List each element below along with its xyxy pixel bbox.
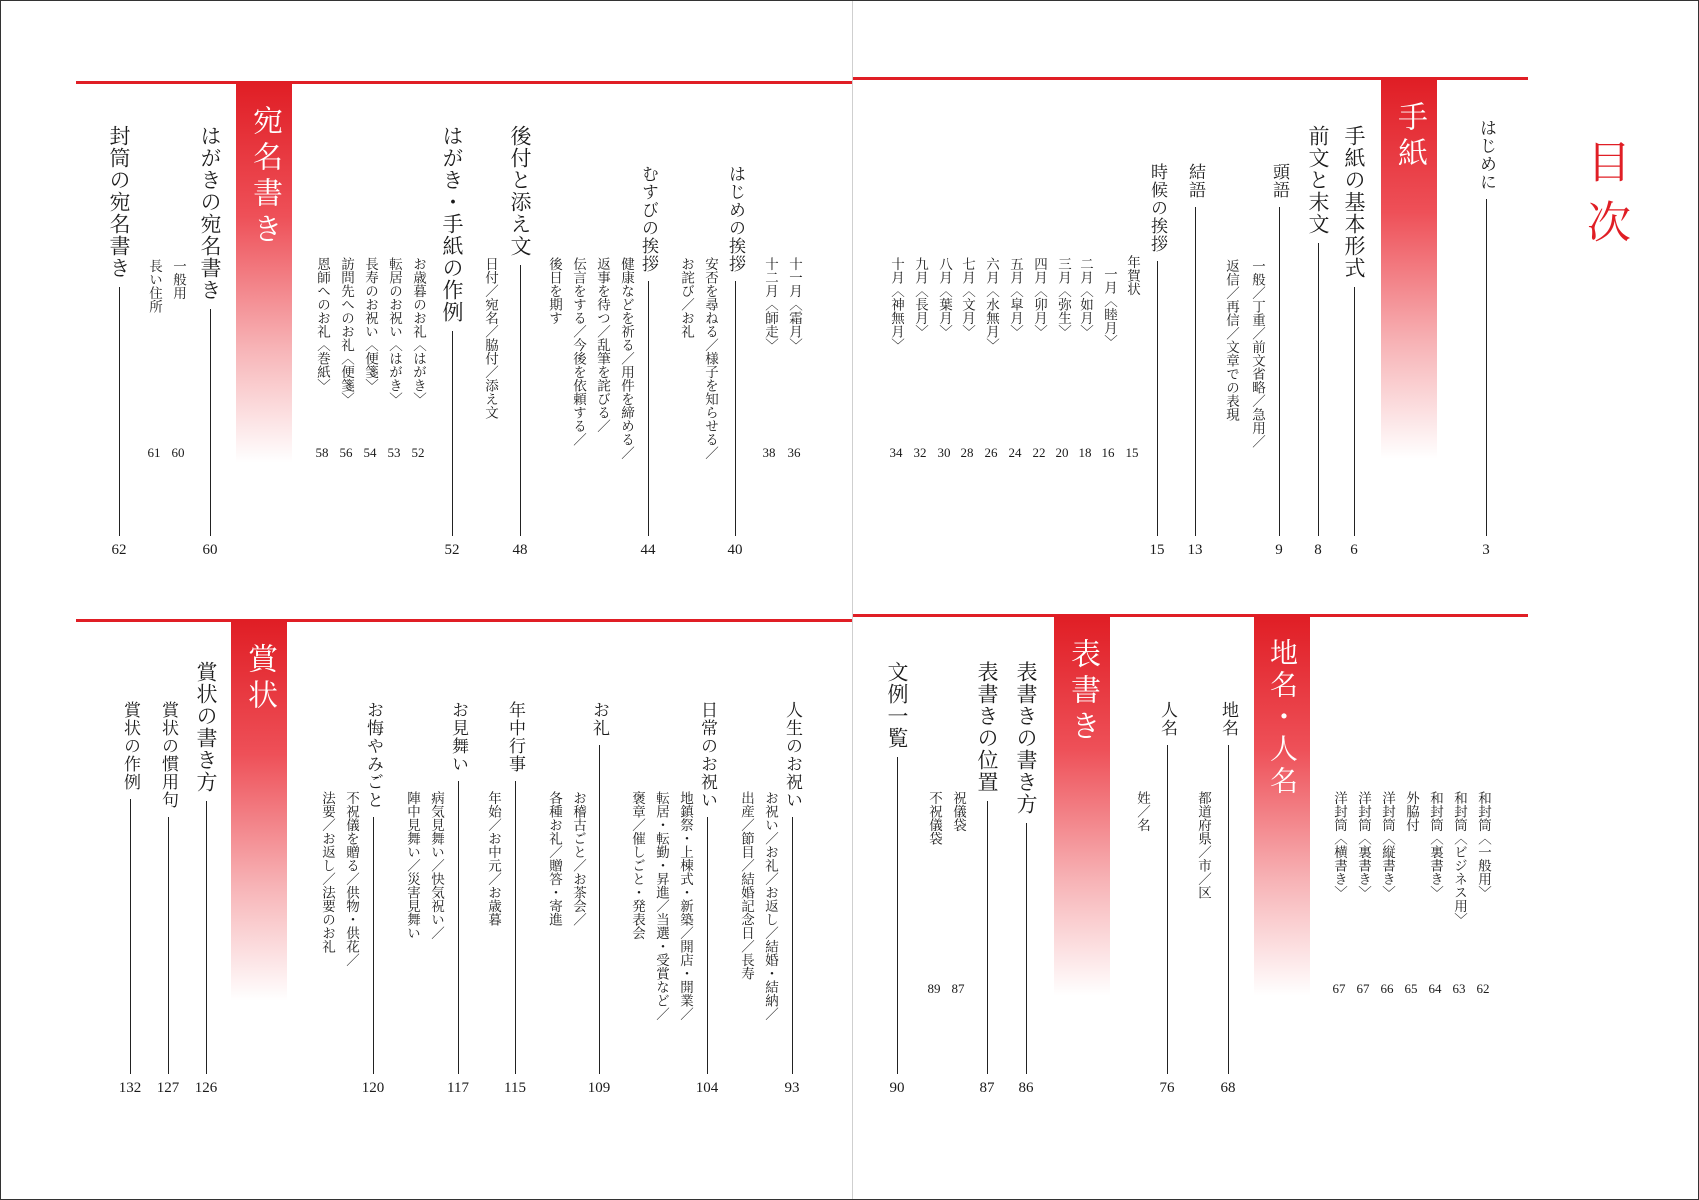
toc-page: 132 <box>118 1080 142 1096</box>
toc-label: 年中行事 <box>505 701 525 773</box>
section-label-tegami: 手紙 <box>1392 101 1427 173</box>
toc-sub-page: 64 <box>1428 981 1442 996</box>
leader-line <box>1279 207 1280 536</box>
toc-subtopics: 健康などを祈る／用件を締める／ <box>618 257 634 460</box>
toc-page: 127 <box>156 1080 180 1096</box>
toc-subtopics: 日付／宛名／脇付／添え文 <box>482 257 498 419</box>
toc-page: 62 <box>111 542 127 558</box>
leader-line <box>1318 243 1319 536</box>
toc-label: 後付と添え文 <box>508 125 532 257</box>
toc-subtopics: 病気見舞い／快気祝い／ <box>428 791 444 940</box>
toc-label: 前文と末文 <box>1306 125 1330 235</box>
toc-label: 人生のお祝い <box>782 701 802 809</box>
leader-line <box>1486 199 1487 536</box>
leader-line <box>897 757 898 1074</box>
toc-sub-page: 16 <box>1101 445 1115 460</box>
toc-label: 時候の挨拶 <box>1147 163 1167 253</box>
toc-entry-futo-atena[interactable] <box>104 125 134 559</box>
toc-sub-label: 洋封筒〈縦書き〉 <box>1379 791 1395 899</box>
leader-line <box>168 817 169 1074</box>
toc-entry-hajimeni[interactable] <box>1471 119 1501 559</box>
toc-sub-label: 九月〈長月〉 <box>912 257 928 338</box>
toc-sub-label: 年賀状 <box>1124 255 1140 296</box>
section-band-shojo <box>231 621 287 1001</box>
toc-page: 15 <box>1149 542 1165 558</box>
leader-line <box>206 801 207 1074</box>
toc-label: 文例一覧 <box>885 661 909 749</box>
toc-sub-page: 65 <box>1404 981 1418 996</box>
toc-sub-label: お歳暮のお礼〈はがき〉 <box>410 257 426 406</box>
leader-line <box>1228 745 1229 1074</box>
toc-entry-jiko[interactable] <box>1142 163 1172 559</box>
toc-sub-page: 24 <box>1008 445 1022 460</box>
toc-page: 87 <box>979 1080 995 1096</box>
toc-label: 賞状の書き方 <box>194 661 218 793</box>
toc-sub-label: 和封筒〈裏書き〉 <box>1427 791 1443 899</box>
toc-sub-page: 61 <box>147 445 161 460</box>
toc-sub-page: 28 <box>960 445 974 460</box>
toc-sub-page: 62 <box>1476 981 1490 996</box>
toc-entry-atozuke[interactable] <box>505 125 535 559</box>
toc-page: 109 <box>587 1080 611 1096</box>
toc-entry-kihon[interactable] <box>1339 125 1369 559</box>
toc-entry-jinmei[interactable] <box>1152 701 1182 1097</box>
toc-subtopics: 地鎮祭・上棟式・新築／開店・開業／ <box>677 791 693 1021</box>
toc-label: 賞状の慣用句 <box>158 701 178 809</box>
toc-page: 126 <box>194 1080 218 1096</box>
bottom-right-rule <box>853 614 1528 617</box>
toc-sub-page: 20 <box>1055 445 1069 460</box>
toc-page: 90 <box>889 1080 905 1096</box>
toc-sub-label: 三月〈弥生〉 <box>1055 257 1071 338</box>
toc-sub-label: 十月〈神無月〉 <box>888 257 904 352</box>
toc-sub-label: 転居のお祝い〈はがき〉 <box>386 257 402 406</box>
toc-label: 手紙の基本形式 <box>1342 125 1366 279</box>
page-gutter <box>852 1 853 1199</box>
toc-subtopics: 年始／お中元／お歳暮 <box>485 791 501 926</box>
leader-line <box>735 281 736 536</box>
leader-line <box>599 745 600 1074</box>
toc-page: 3 <box>1482 542 1490 558</box>
toc-entry-sakurei[interactable] <box>437 125 467 559</box>
toc-sub-label: 洋封筒〈裏書き〉 <box>1355 791 1371 899</box>
toc-sub-page: 63 <box>1452 981 1466 996</box>
toc-page: 76 <box>1159 1080 1175 1096</box>
toc-sub-page: 53 <box>387 445 401 460</box>
toc-entry-chimei[interactable] <box>1213 701 1243 1097</box>
toc-page: 40 <box>727 542 743 558</box>
toc-sub-label: 五月〈皐月〉 <box>1007 257 1023 338</box>
toc-sub-page: 56 <box>339 445 353 460</box>
section-band-omotegaki <box>1054 616 1110 996</box>
leader-line <box>792 817 793 1074</box>
toc-sub-label: 一月〈睦月〉 <box>1101 267 1117 348</box>
leader-line <box>520 265 521 536</box>
toc-sub-page: 32 <box>913 445 927 460</box>
toc-subtopics: お詫び／お礼 <box>678 257 694 338</box>
toc-label: はがきの宛名書き <box>198 125 222 301</box>
toc-sub-label: 八月〈葉月〉 <box>936 257 952 338</box>
section-label-shojo: 賞状 <box>242 643 277 715</box>
toc-sub-page: 67 <box>1332 981 1346 996</box>
toc-page: 44 <box>640 542 656 558</box>
leader-line <box>1354 287 1355 536</box>
leader-line <box>452 331 453 536</box>
toc-sub-label: 外脇付 <box>1403 791 1419 832</box>
toc-sub-page: 22 <box>1032 445 1046 460</box>
toc-label: はじめに <box>1476 119 1496 191</box>
toc-sub-page: 66 <box>1380 981 1394 996</box>
toc-sub-page: 58 <box>315 445 329 460</box>
toc-entry-ketsugo[interactable] <box>1180 163 1210 559</box>
toc-sub-label: 十二月〈師走〉 <box>762 257 778 352</box>
toc-sub-page: 34 <box>889 445 903 460</box>
section-label-omotegaki: 表書き <box>1065 638 1100 746</box>
leader-line <box>1195 207 1196 536</box>
toc-subtopics: 各種お礼／贈答・寄進 <box>546 791 562 926</box>
toc-entry-omote-ichi[interactable] <box>972 661 1002 1097</box>
toc-sub-page: 15 <box>1125 445 1139 460</box>
toc-sub-label: 六月〈水無月〉 <box>983 257 999 352</box>
toc-label: お見舞い <box>448 701 468 773</box>
section-label-chimei: 地名・人名 <box>1266 638 1299 798</box>
toc-sub-label: 祝儀袋 <box>950 791 966 832</box>
toc-sub-label: 長寿のお祝い〈便箋〉 <box>362 257 378 392</box>
toc-entry-shojo-sakurei[interactable] <box>115 701 145 1097</box>
toc-label: 表書きの位置 <box>975 661 999 793</box>
toc-page: 117 <box>447 1080 469 1096</box>
toc-sub-page: 60 <box>171 445 185 460</box>
toc-label: お悔やみごと <box>363 701 383 809</box>
toc-sub-page: 38 <box>762 445 776 460</box>
top-left-rule <box>76 81 852 84</box>
section-band-tegami <box>1381 79 1437 459</box>
toc-subtopics: 法要／お返し／法要のお礼 <box>319 791 335 953</box>
toc-sub-label: 十一月〈霜月〉 <box>786 257 802 352</box>
section-band-chimei <box>1254 616 1310 996</box>
toc-entry-shojo-kakikata[interactable] <box>191 661 221 1097</box>
leader-line <box>987 801 988 1074</box>
leader-line <box>210 309 211 536</box>
toc-entry-shojo-kanyo[interactable] <box>153 701 183 1097</box>
toc-entry-zenbun[interactable] <box>1303 125 1333 559</box>
toc-page: 48 <box>512 542 528 558</box>
toc-entry-bunrei[interactable] <box>882 661 912 1097</box>
toc-sub-page: 87 <box>951 981 965 996</box>
toc-label: 頭語 <box>1269 163 1289 199</box>
section-label-atena: 宛名書き <box>247 105 282 249</box>
toc-label: むすびの挨拶 <box>638 165 658 273</box>
leader-line <box>130 799 131 1074</box>
toc-subtopics: 出産／節目／結婚記念日／長寿 <box>738 791 754 980</box>
toc-page: 68 <box>1220 1080 1236 1096</box>
toc-page: 6 <box>1350 542 1358 558</box>
toc-label: 日常のお祝い <box>697 701 717 809</box>
toc-page: 120 <box>361 1080 385 1096</box>
toc-sub-label: 七月〈文月〉 <box>959 257 975 338</box>
toc-subtopics: 褒章／催しごと・発表会 <box>629 791 645 940</box>
bottom-left-rule <box>76 619 852 622</box>
toc-sub-label: 二月〈如月〉 <box>1077 257 1093 338</box>
page-title: 目次 <box>1579 139 1630 259</box>
toc-label: 人名 <box>1157 701 1177 737</box>
toc-subtopics: お稽古ごと／お茶会／ <box>570 791 586 926</box>
toc-page: 93 <box>784 1080 800 1096</box>
toc-sub-label: 訪問先へのお礼〈便箋〉 <box>338 257 354 406</box>
toc-label: はじめの挨拶 <box>725 165 745 273</box>
toc-sub-page: 26 <box>984 445 998 460</box>
toc-label: 結語 <box>1185 163 1205 199</box>
leader-line <box>373 817 374 1074</box>
toc-subtopics: 後日を期す <box>546 257 562 325</box>
toc-subtopics: 転居・転勤・昇進／当選・受賞など／ <box>653 791 669 1021</box>
leader-line <box>648 281 649 536</box>
toc-sub-label: 不祝儀袋 <box>926 791 942 845</box>
toc-page: 8 <box>1314 542 1322 558</box>
toc-entry-hajime-aisatsu[interactable] <box>720 165 750 559</box>
toc-sub-page: 18 <box>1078 445 1092 460</box>
toc-label: 封筒の宛名書き <box>107 125 131 279</box>
toc-page: 9 <box>1275 542 1283 558</box>
toc-sub-label: 四月〈卯月〉 <box>1031 257 1047 338</box>
leader-line <box>1026 823 1027 1074</box>
leader-line <box>1157 261 1158 536</box>
toc-page: 104 <box>695 1080 719 1096</box>
toc-sub-label: 和封筒〈一般用〉 <box>1475 791 1491 899</box>
toc-label: お礼 <box>589 701 609 737</box>
toc-entry-omote-kakikata[interactable] <box>1011 661 1041 1097</box>
leader-line <box>458 781 459 1074</box>
toc-subtopics: 安否を尋ねる／様子を知らせる／ <box>702 257 718 460</box>
toc-entry-hagaki-atena[interactable] <box>195 125 225 559</box>
toc-label: 表書きの書き方 <box>1014 661 1038 815</box>
toc-label: 賞状の作例 <box>120 701 140 791</box>
toc-sub-page: 54 <box>363 445 377 460</box>
toc-subtopics: 陣中見舞い／災害見舞い <box>404 791 420 940</box>
toc-sub-label: 和封筒〈ビジネス用〉 <box>1451 791 1467 926</box>
leader-line <box>707 817 708 1074</box>
toc-sub-label: 長い住所 <box>146 259 162 313</box>
toc-subtopics: 一般／丁重／前文省略／急用／ <box>1249 259 1265 448</box>
toc-page: 86 <box>1018 1080 1034 1096</box>
section-band-atena <box>236 83 292 463</box>
leader-line <box>119 287 120 536</box>
toc-subtopics: 不祝儀を贈る／供物・供花／ <box>343 791 359 967</box>
toc-subtopics: 返信／再信／文章での表現 <box>1223 259 1239 421</box>
toc-subtopics: お祝い／お礼／お返し／結婚・結納／ <box>762 791 778 1021</box>
toc-label: はがき・手紙の作例 <box>440 125 464 323</box>
toc-label: 地名 <box>1218 701 1238 737</box>
toc-subtopics: 都道府県／市／区 <box>1195 791 1211 899</box>
toc-sub-label: 洋封筒〈横書き〉 <box>1331 791 1347 899</box>
toc-sub-page: 30 <box>937 445 951 460</box>
toc-sub-page: 67 <box>1356 981 1370 996</box>
toc-sub-page: 89 <box>927 981 941 996</box>
toc-page: 60 <box>202 542 218 558</box>
toc-page: 13 <box>1187 542 1203 558</box>
toc-sub-label: 恩師へのお礼〈巻紙〉 <box>314 257 330 392</box>
toc-subtopics: 伝言をする／今後を依頼する／ <box>570 257 586 446</box>
toc-sub-page: 52 <box>411 445 425 460</box>
toc-sub-label: 一般用 <box>170 259 186 300</box>
toc-subtopics: 姓／名 <box>1134 791 1150 832</box>
toc-page: 115 <box>504 1080 526 1096</box>
leader-line <box>1167 745 1168 1074</box>
leader-line <box>515 781 516 1074</box>
toc-page: 52 <box>444 542 460 558</box>
toc-sub-page: 36 <box>787 445 801 460</box>
toc-subtopics: 返事を待つ／乱筆を詫びる／ <box>594 257 610 433</box>
